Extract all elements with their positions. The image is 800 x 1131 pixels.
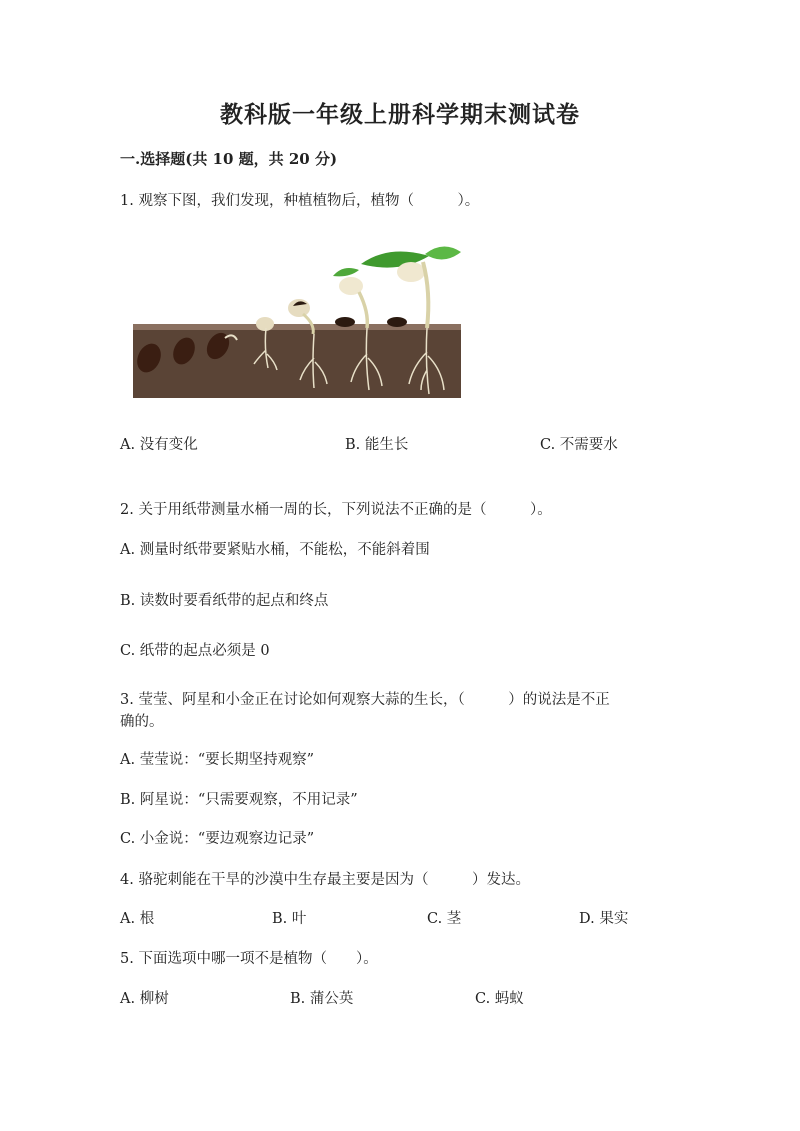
question-5-option-c: C. 蚂蚁 bbox=[475, 991, 524, 1007]
page-title: 教科版一年级上册科学期末测试卷 bbox=[220, 101, 580, 128]
question-1-option-c: C. 不需要水 bbox=[540, 437, 618, 453]
question-5-stem: 5. 下面选项中哪一项不是植物（ ）。 bbox=[120, 951, 378, 967]
question-5-option-a: A. 柳树 bbox=[120, 991, 169, 1007]
question-4-option-b: B. 叶 bbox=[272, 911, 307, 927]
question-4-option-a: A. 根 bbox=[120, 911, 155, 927]
question-1-stem: 1. 观察下图，我们发现，种植植物后，植物（ ）。 bbox=[120, 193, 480, 209]
seed-germination-illustration bbox=[133, 240, 461, 398]
question-2-stem: 2. 关于用纸带测量水桶一周的长，下列说法不正确的是（ ）。 bbox=[120, 502, 552, 518]
question-3-option-b: B. 阿星说：“只需要观察，不用记录” bbox=[120, 792, 358, 808]
question-4-option-c: C. 茎 bbox=[427, 911, 462, 927]
question-5-option-b: B. 蒲公英 bbox=[290, 991, 354, 1007]
question-2-option-b: B. 读数时要看纸带的起点和终点 bbox=[120, 593, 329, 609]
question-2-option-c: C. 纸带的起点必须是 0 bbox=[120, 643, 270, 659]
question-4-stem: 4. 骆驼刺能在干旱的沙漠中生存最主要是因为（ ）发达。 bbox=[120, 872, 530, 888]
question-3-option-c: C. 小金说：“要边观察边记录” bbox=[120, 831, 315, 847]
section-heading: 一.选择题(共 10 题，共 20 分) bbox=[120, 150, 338, 168]
question-1-option-b: B. 能生长 bbox=[345, 437, 409, 453]
question-2-option-a: A. 测量时纸带要紧贴水桶，不能松，不能斜着围 bbox=[120, 542, 430, 558]
question-4-option-d: D. 果实 bbox=[579, 911, 629, 927]
question-3-stem-line1: 3. 莹莹、阿星和小金正在讨论如何观察大蒜的生长，（ ）的说法是不正 bbox=[120, 692, 610, 708]
question-3-stem-line2: 确的。 bbox=[120, 714, 164, 730]
question-3-option-a: A. 莹莹说：“要长期坚持观察” bbox=[120, 752, 315, 768]
question-1-option-a: A. 没有变化 bbox=[120, 437, 198, 453]
